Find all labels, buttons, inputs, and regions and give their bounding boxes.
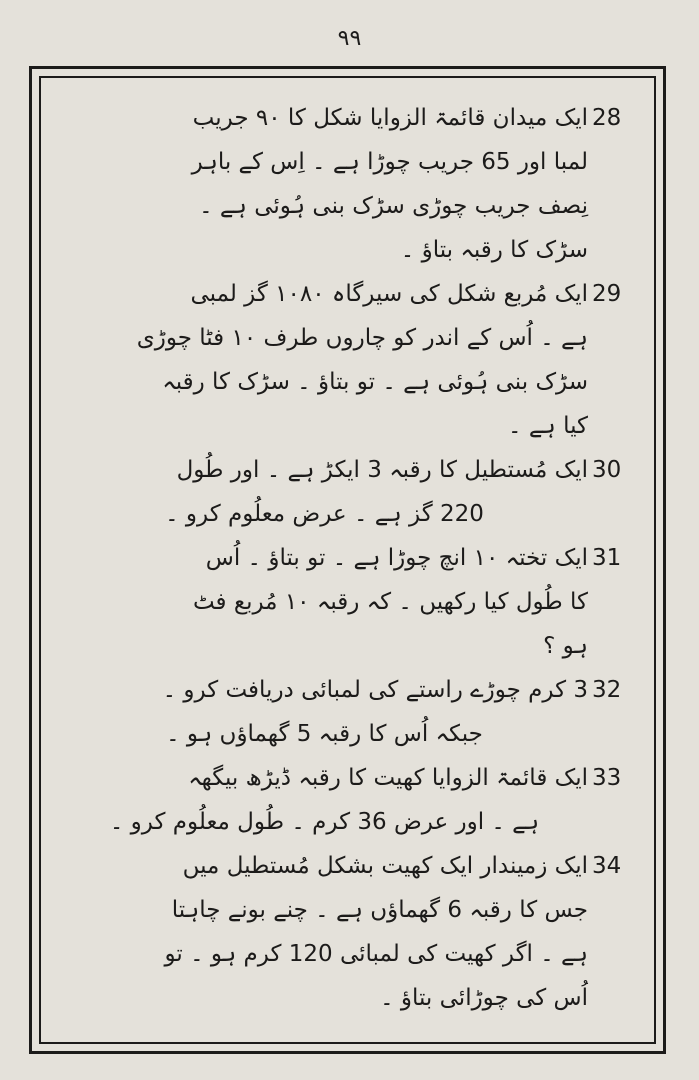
question-text <box>61 272 588 448</box>
question-30 <box>61 448 640 536</box>
question-text <box>61 756 588 844</box>
question-32 <box>61 668 640 756</box>
text-line: ہو ؟ <box>543 633 588 659</box>
text-line: جس کا رقبہ 6 گھماؤں ہے ۔ چنے بونے چاہتا <box>171 897 588 923</box>
text-line: جبکہ اُس کا رقبہ 5 گھماؤں ہو ۔ <box>166 721 483 747</box>
text-line: سڑک کا رقبہ بتاؤ ۔ <box>400 237 588 263</box>
question-text <box>61 448 588 536</box>
text-line: نِصف جریب چوڑی سڑک بنی ہُوئی ہے ۔ <box>199 193 588 219</box>
question-number: 28 <box>592 105 622 131</box>
question-31 <box>61 536 640 668</box>
question-list <box>39 76 656 1044</box>
question-number: 32 <box>592 677 622 703</box>
question-29 <box>61 272 640 448</box>
text-line: ایک زمیندار ایک کھیت بشکل مُستطیل میں <box>182 853 588 879</box>
text-line: ایک میدان قائمۃ الزوایا شکل کا ۹۰ جریب <box>192 105 588 131</box>
text-line: کا طُول کیا رکھیں ۔ کہ رقبہ ۱۰ مُربع فٹ <box>192 589 588 615</box>
text-line: ہے ۔ اگر کھیت کی لمبائی 120 کرم ہو ۔ تو <box>164 941 588 967</box>
question-28 <box>61 96 640 272</box>
question-text <box>61 844 588 1020</box>
text-line: 220 گز ہے ۔ عرض معلُوم کرو ۔ <box>165 501 484 527</box>
text-line: کیا ہے ۔ <box>508 413 588 439</box>
page-number: ۹۹ <box>337 26 362 51</box>
question-number: 33 <box>592 765 622 791</box>
question-34 <box>61 844 640 1020</box>
text-line: اُس کی چوڑائی بتاؤ ۔ <box>380 985 588 1011</box>
question-number: 30 <box>592 457 622 483</box>
text-line: ہے ۔ اُس کے اندر کو چاروں طرف ۱۰ فٹا چوڑی <box>136 325 588 351</box>
question-text <box>61 668 588 756</box>
text-line: ایک تختہ ۱۰ انچ چوڑا ہے ۔ تو بتاؤ ۔ اُس <box>205 545 588 571</box>
question-number: 34 <box>592 853 622 879</box>
question-number: 31 <box>592 545 622 571</box>
text-line: لمبا اور 65 جریب چوڑا ہے ۔ اِس کے باہر <box>191 149 588 175</box>
text-line: سڑک بنی ہُوئی ہے ۔ تو بتاؤ ۔ سڑک کا رقبہ <box>162 369 588 395</box>
question-text <box>61 536 588 668</box>
text-line: 3 کرم چوڑے راستے کی لمبائی دریافت کرو ۔ <box>162 677 588 703</box>
text-line: ایک مُستطیل کا رقبہ 3 ایکڑ ہے ۔ اور طُول <box>176 457 588 483</box>
text-line: ہے ۔ اور عرض 36 کرم ۔ طُول معلُوم کرو ۔ <box>109 809 540 835</box>
text-line: ایک مُربع شکل کی سیرگاہ ۱۰۸۰ گز لمبی <box>190 281 588 307</box>
question-33 <box>61 756 640 844</box>
text-line: ایک قائمۃ الزوایا کھیت کا رقبہ ڈیڑھ بیگھہ <box>188 765 588 791</box>
question-text <box>61 96 588 272</box>
question-number: 29 <box>592 281 622 307</box>
